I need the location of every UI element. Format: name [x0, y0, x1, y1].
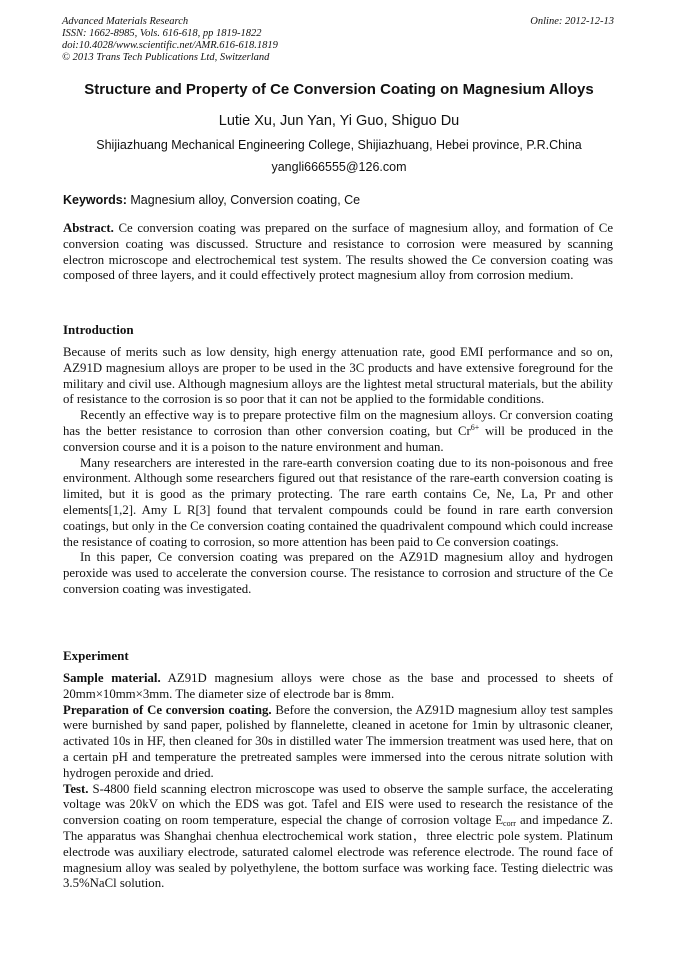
ecorr-subscript: corr [503, 819, 516, 829]
cr-superscript: 6+ [470, 422, 480, 432]
author-list: Lutie Xu, Jun Yan, Yi Guo, Shiguo Du [218, 113, 460, 129]
experiment-heading: Experiment [63, 648, 129, 663]
experiment-body [63, 671, 613, 892]
abstract-label: Abstract. [63, 221, 114, 235]
preparation-label: Preparation of Ce conversion coating. [63, 702, 272, 717]
test-text-a: S-4800 field scanning electron microscope was used to observe the sample surface, the accelerating voltage was 20kV on which the EDS was got. Tafel and EIS were used to research the resistance of the conversion coating on room temperature, especial the change of corrosion voltage E [63, 781, 613, 828]
intro-p2-text-a: Recently an effective way is to prepare protective film on the magnesium alloys. Cr conversion coating has the better resistance to corrosion than other conversion coating, but Cr [63, 408, 613, 438]
online-date: Online: 2012-12-13 [530, 16, 614, 27]
preparation-paragraph [63, 703, 613, 782]
sample-material-label: Sample material. [63, 671, 161, 685]
introduction-body [63, 345, 613, 598]
doi-line: doi:10.4028/www.scientific.net/AMR.616-618.1819 [62, 40, 278, 51]
test-label: Test. [63, 781, 89, 796]
test-text-b: and impedance Z. The apparatus was Shanghai chenhua electrochemical work station，three electric pole system. Platinum electrode was auxiliary electrode, saturated calomel electrode was reference electrode. The round face of magnesium alloy was sealed by polyethylene, the bottom surface was working face. Testing dielectric was 3.5%NaCl solution. [63, 813, 614, 891]
abstract [63, 221, 613, 284]
test-paragraph [63, 782, 613, 893]
copyright-line: © 2013 Trans Tech Publications Ltd, Switzerland [62, 52, 270, 63]
intro-paragraph-2 [63, 408, 613, 455]
keywords-text: Magnesium alloy, Conversion coating, Ce [126, 193, 361, 207]
intro-paragraph-1: Because of merits such as low density, high energy attenuation rate, good EMI performance and so on, AZ91D magnesium alloys are proper to be used in the 3C products and have extensive foreground for the military and civil use. Although magnesium alloys are the lightest metal structural materials, but the ability of resistance to the corrosion is so poor that it can not be applied to the formidable conditions. [63, 345, 613, 407]
author-email: yangli666555@126.com [271, 160, 407, 174]
sample-material-paragraph [63, 671, 613, 703]
paper-title: Structure and Property of Ce Conversion Coating on Magnesium Alloys [84, 81, 594, 98]
issn-line: ISSN: 1662-8985, Vols. 616-618, pp 1819-1822 [62, 28, 262, 39]
keywords-label: Keywords: [63, 193, 127, 207]
abstract-text: Ce conversion coating was prepared on the surface of magnesium alloy, and formation of Ce conversion coating was discussed. Structure and resistance to corrosion were measured by scanning electron microscope and electrochemical test system. The results showed the Ce conversion coating was composed of three layers, and it could effectively protect magnesium alloy from corrosion medium. [63, 221, 613, 283]
journal-name: Advanced Materials Research [62, 16, 189, 27]
sample-material-text: AZ91D magnesium alloys were chose as the base and processed to sheets of 20mm×10mm×3mm. The diameter size of electrode bar is 8mm. [63, 671, 613, 701]
intro-paragraph-4: In this paper, Ce conversion coating was prepared on the AZ91D magnesium alloy and hydrogen peroxide was used to accelerate the conversion course. The resistance to corrosion and structure of the Ce conversion coating was investigated. [63, 550, 613, 596]
introduction-heading: Introduction [63, 322, 134, 337]
preparation-text: Before the conversion, the AZ91D magnesium alloy test samples were burnished by sand paper, polished by flannelette, cleaned in acetone for 1min by ultrasonic cleaner, activated 10s in HF, then cleaned for 30s in distilled water The immersion treatment was used here, that on a certain pH and temperature the pretreated samples were immersed into the cerous nitrate solution with hydrogen peroxide and dried. [63, 702, 614, 780]
intro-paragraph-3: Many researchers are interested in the rare-earth conversion coating due to its non-poisonous and free environment. Although some researchers figured out that resistance of the rare-earth conversion coating is limited, but it is good as the primary protecting. The rare earth contains Ce, Ne, La, Pr and other elements[1,2]. Amy L R[3] found that tervalent compounds could be found in rare earth conversion coatings, but only in the Ce conversion coating contained the quadrivalent compound which could increase the resistance of coating to corrosion, so more attention has been paid to Ce conversion coatings. [63, 455, 613, 549]
keywords [63, 193, 360, 207]
affiliation: Shijiazhuang Mechanical Engineering College, Shijiazhuang, Hebei province, P.R.China [96, 138, 582, 152]
intro-p2-text-b: will be produced in the conversion course and it is a poison to the nature environment and human. [63, 423, 613, 454]
